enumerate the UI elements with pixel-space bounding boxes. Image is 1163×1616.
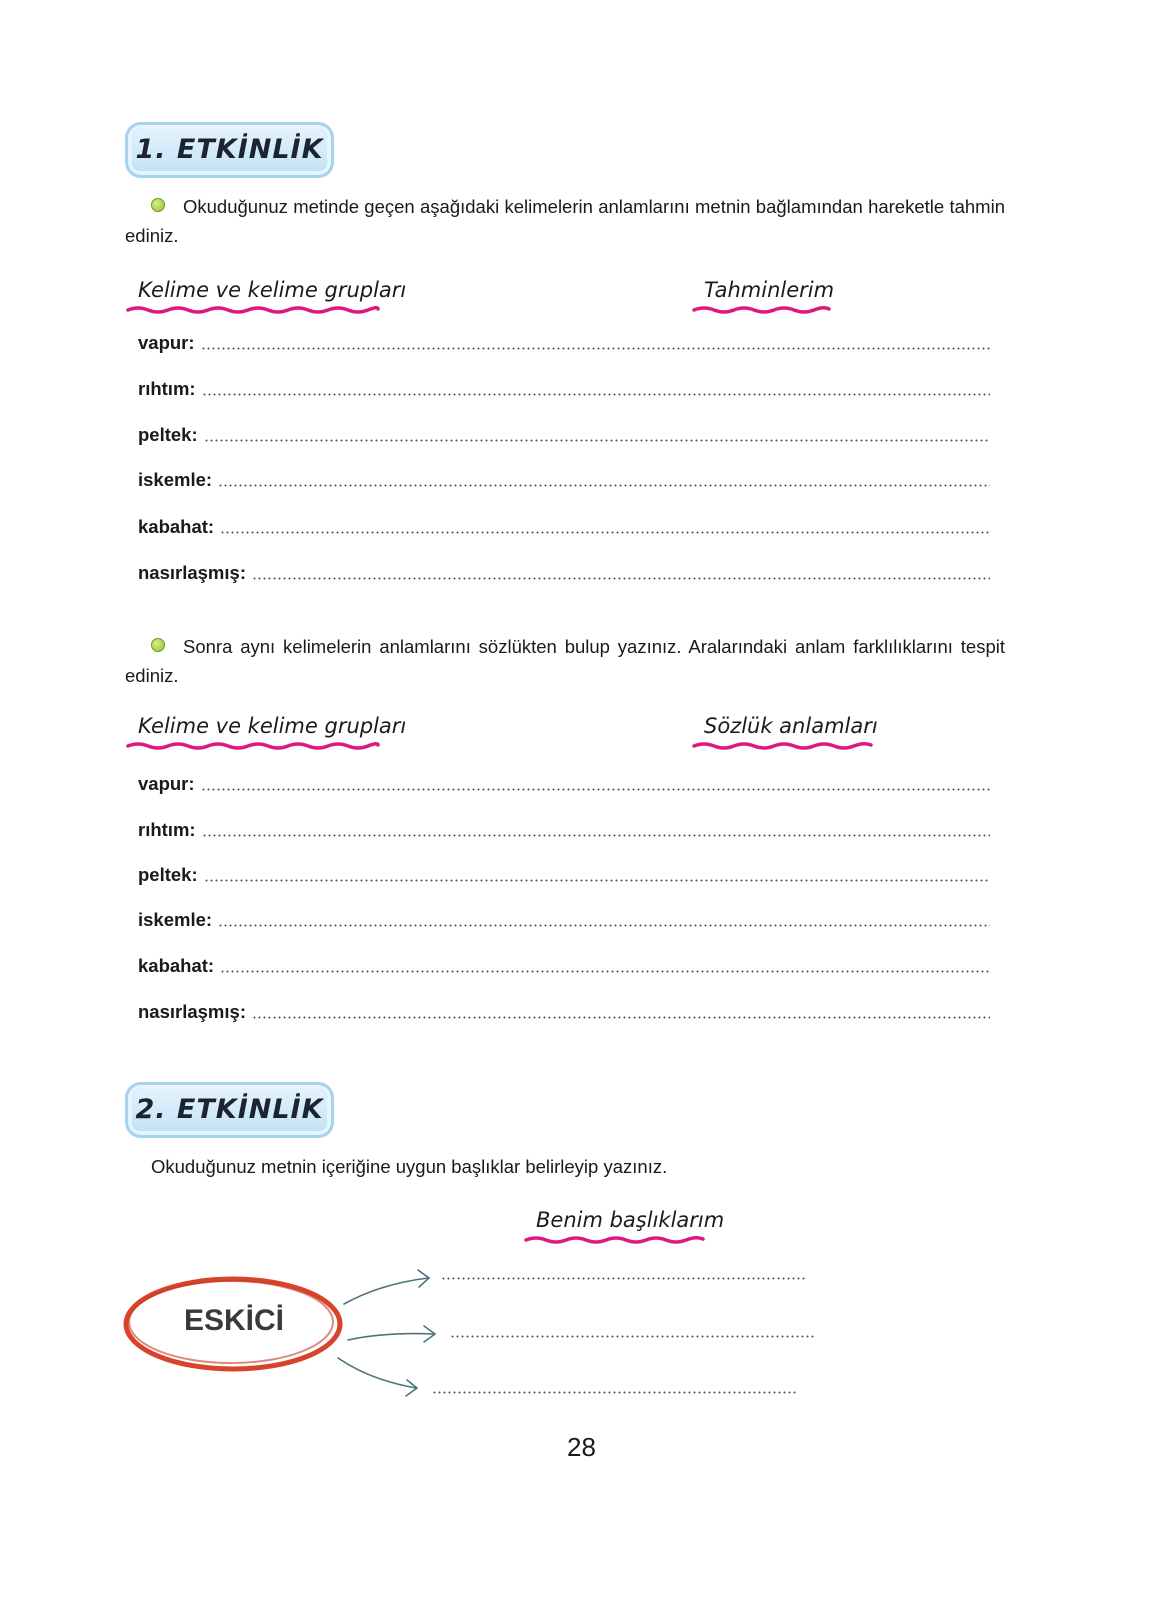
word-row-kabahat-2[interactable]: kabahat:: [138, 953, 990, 977]
arrows-icon: [330, 1262, 450, 1402]
arrow-bottom: [338, 1358, 416, 1388]
arrow-middle: [348, 1334, 434, 1340]
word-row-nasirlasmis-2[interactable]: nasırlaşmış:: [138, 999, 990, 1023]
word-row-rihtim-1[interactable]: rıhtım:: [138, 376, 990, 400]
fill-in-line[interactable]: [201, 347, 990, 350]
word-row-vapur-1[interactable]: vapur:: [138, 330, 990, 354]
fill-in-line[interactable]: [218, 924, 990, 927]
fill-in-line[interactable]: [218, 484, 990, 487]
fill-in-line[interactable]: [201, 788, 990, 791]
pink-underline-icon: [126, 740, 381, 750]
column-heading-guesses: Tahminlerim: [704, 278, 834, 302]
fill-in-line[interactable]: [202, 834, 990, 837]
word-row-kabahat-1[interactable]: kabahat:: [138, 514, 990, 538]
activity-1-instruction-1: Okuduğunuz metinde geçen aşağıdaki kelimelerin anlamlarını metnin bağlamından hareketle tahmin ediniz.: [125, 196, 1005, 246]
column-heading-dictionary: Sözlük anlamları: [704, 714, 878, 738]
word-row-iskemle-1[interactable]: iskemle:: [138, 467, 990, 491]
word-row-vapur-2[interactable]: vapur:: [138, 771, 990, 795]
pink-underline-icon: [692, 304, 832, 314]
fill-in-line[interactable]: [202, 393, 990, 396]
arrow-top: [344, 1278, 428, 1304]
bullet-icon: [151, 638, 165, 652]
column-heading-words-2: Kelime ve kelime grupları: [138, 714, 406, 738]
pink-underline-icon: [524, 1234, 706, 1244]
activity-1-title: 1. ETKİNLİK: [135, 134, 324, 165]
word-row-peltek-2[interactable]: peltek:: [138, 862, 990, 886]
fill-in-line[interactable]: [204, 439, 990, 442]
fill-in-line[interactable]: [220, 531, 990, 534]
fill-in-line[interactable]: [252, 577, 990, 580]
word-row-peltek-1[interactable]: peltek:: [138, 422, 990, 446]
my-titles-heading: Benim başlıklarım: [536, 1208, 724, 1232]
word-row-nasirlasmis-1[interactable]: nasırlaşmış:: [138, 560, 990, 584]
activity-2-badge: [125, 1082, 334, 1138]
word-row-iskemle-2[interactable]: iskemle:: [138, 907, 990, 931]
title-line-3[interactable]: [432, 1391, 796, 1394]
fill-in-line[interactable]: [220, 970, 990, 973]
bullet-icon: [151, 198, 165, 212]
fill-in-line[interactable]: [252, 1016, 990, 1019]
pink-underline-icon: [692, 740, 874, 750]
pink-underline-icon: [126, 304, 381, 314]
title-line-2[interactable]: [450, 1335, 814, 1338]
activity-2-title: 2. ETKİNLİK: [135, 1094, 324, 1125]
center-word: ESKİCİ: [183, 1304, 285, 1337]
title-line-1[interactable]: [441, 1277, 805, 1280]
activity-1-badge: [125, 122, 334, 178]
activity-2-instruction: Okuduğunuz metnin içeriğine uygun başlıklar belirleyip yazınız.: [151, 1156, 668, 1177]
activity-1-instruction-2: Sonra aynı kelimelerin anlamlarını sözlükten bulup yazınız. Aralarındaki anlam farklılıklarını tespit ediniz.: [125, 636, 1005, 686]
column-heading-words-1: Kelime ve kelime grupları: [138, 278, 406, 302]
fill-in-line[interactable]: [204, 879, 990, 882]
page-number: 28: [567, 1432, 596, 1462]
word-row-rihtim-2[interactable]: rıhtım:: [138, 817, 990, 841]
